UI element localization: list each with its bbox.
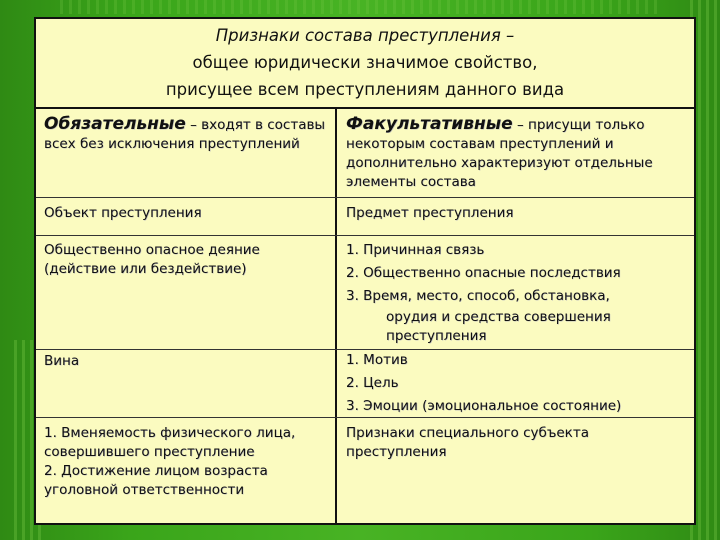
row4-left — [38, 424, 334, 500]
row2-left: Общественно опасное деяние (действие или бездействие) — [44, 242, 260, 277]
header-mandatory — [38, 115, 334, 154]
title-line-2: общее юридически значимое свойство, — [192, 53, 538, 72]
row3-right — [340, 349, 696, 418]
row4-left-item1: 1. Вменяемость физического лица, совершившего преступление — [44, 425, 296, 460]
row3-left: Вина — [44, 353, 80, 369]
row2-right — [340, 239, 696, 346]
title-line-3: присущее всем преступлениям данного вида — [165, 80, 565, 99]
row2-right-item1: 1. Причинная связь — [346, 242, 485, 258]
crime-elements-table — [34, 17, 696, 525]
row4-left-item2: 2. Достижение лицом возраста уголовной ответственности — [44, 463, 268, 498]
row2-right-item3-cont: орудия и средства совершения преступления — [386, 309, 611, 344]
row-divider-2 — [36, 235, 694, 236]
table-title — [36, 19, 694, 109]
header-optional — [340, 115, 696, 192]
row1-left: Объект преступления — [44, 205, 202, 221]
row4-right: Признаки специального субъекта преступления — [346, 425, 589, 460]
header-optional-term: Факультативные — [346, 114, 513, 134]
row1-right: Предмет преступления — [346, 205, 514, 221]
row-divider-1 — [36, 197, 694, 198]
row3-right-item2: 2. Цель — [346, 375, 399, 391]
row2-right-item2: 2. Общественно опасные последствия — [346, 265, 621, 281]
header-optional-text: – присущи только некоторым составам преступлений и дополнительно характеризуют отдельные элементы состава — [346, 117, 653, 190]
column-divider — [335, 109, 337, 525]
header-mandatory-text: – входят в составы всех без исключения преступлений — [44, 117, 326, 152]
title-line-1: Признаки состава преступления – — [215, 26, 515, 45]
row2-right-item3: 3. Время, место, способ, обстановка, — [346, 288, 610, 304]
row3-right-item1: 1. Мотив — [346, 352, 408, 368]
header-mandatory-term: Обязательные — [44, 114, 186, 134]
row3-right-item3: 3. Эмоции (эмоциональное состояние) — [346, 398, 622, 414]
decor-stripes-top — [60, 0, 660, 14]
